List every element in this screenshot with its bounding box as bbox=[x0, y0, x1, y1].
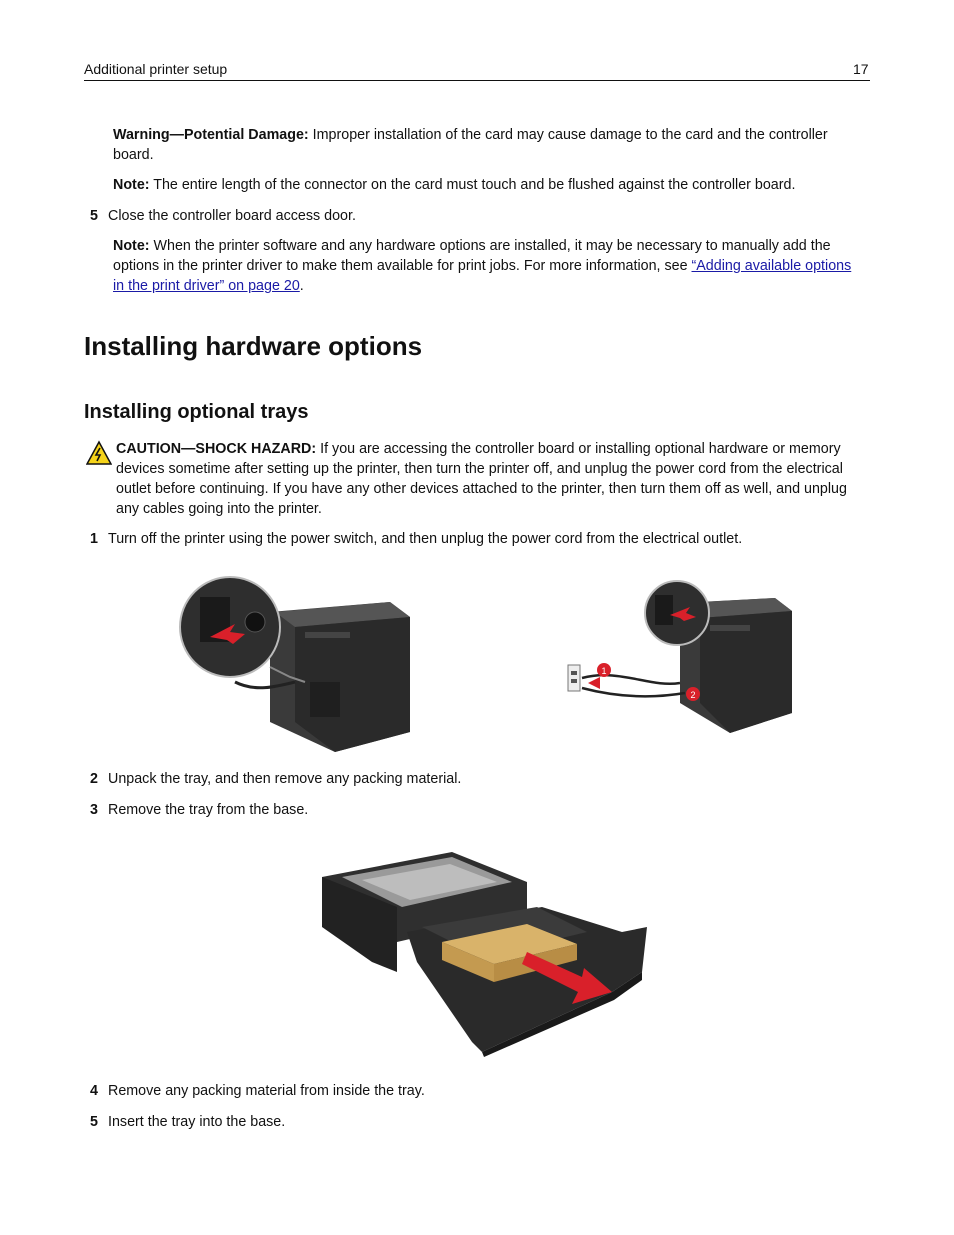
step-text: Remove any packing material from inside the tray. bbox=[108, 1083, 425, 1099]
header-rule bbox=[84, 80, 870, 81]
step-number: 1 bbox=[90, 531, 98, 547]
running-header: Additional printer setup bbox=[84, 61, 228, 77]
callout-two: 2 bbox=[690, 690, 696, 700]
step-number: 3 bbox=[90, 802, 98, 818]
section-heading: Installing hardware options bbox=[84, 331, 423, 361]
cross-reference-link[interactable]: “Adding available options in the print driver” on page 20 bbox=[113, 258, 852, 294]
step-text: Remove the tray from the base. bbox=[108, 802, 309, 818]
note-label: Note: bbox=[113, 177, 150, 193]
caution-paragraph bbox=[116, 439, 852, 519]
warning-label: Warning—Potential Damage: bbox=[113, 127, 309, 143]
subsection-heading: Installing optional trays bbox=[84, 401, 309, 423]
note-connector bbox=[113, 175, 873, 195]
step-text: Close the controller board access door. bbox=[108, 208, 356, 224]
step-text: Unpack the tray, and then remove any packing material. bbox=[108, 771, 462, 787]
step-number: 5 bbox=[90, 208, 98, 224]
note-driver bbox=[113, 236, 863, 296]
step-text: Turn off the printer using the power switch, and then unplug the power cord from the electrical outlet. bbox=[108, 531, 743, 547]
step-number: 5 bbox=[90, 1114, 98, 1130]
callout-one: 1 bbox=[601, 666, 607, 676]
warning-text: Improper installation of the card may cause damage to the card and the controller board. bbox=[113, 127, 828, 163]
caution-label: CAUTION—SHOCK HAZARD: bbox=[116, 441, 317, 457]
tray-removal-illustration bbox=[322, 852, 652, 1057]
note-text: When the printer software and any hardware options are installed, it may be necessary to manually add the options in the printer driver to make them available for print jobs. For more information, see bbox=[113, 238, 831, 274]
note-end: . bbox=[299, 278, 304, 294]
page-number: 17 bbox=[853, 61, 869, 77]
step-number: 2 bbox=[90, 771, 98, 787]
printer-power-switch-illustration bbox=[175, 572, 420, 757]
note-text: The entire length of the connector on the card must touch and be flushed against the controller board. bbox=[149, 177, 796, 193]
step-text: Insert the tray into the base. bbox=[108, 1114, 286, 1130]
step-number: 4 bbox=[90, 1083, 98, 1099]
unplug-power-cord-illustration bbox=[560, 573, 800, 738]
shock-hazard-warning-icon bbox=[86, 440, 112, 466]
note-label: Note: bbox=[113, 238, 150, 254]
warning-paragraph bbox=[113, 125, 863, 165]
caution-text: If you are accessing the controller board or installing optional hardware or memory devices sometime after setting up the printer, then turn the printer off, and unplug the power cord from the electrical outlet before continuing. If you have any other devices attached to the printer, then turn them off as well, and unplug any cables going into the printer. bbox=[116, 441, 847, 517]
